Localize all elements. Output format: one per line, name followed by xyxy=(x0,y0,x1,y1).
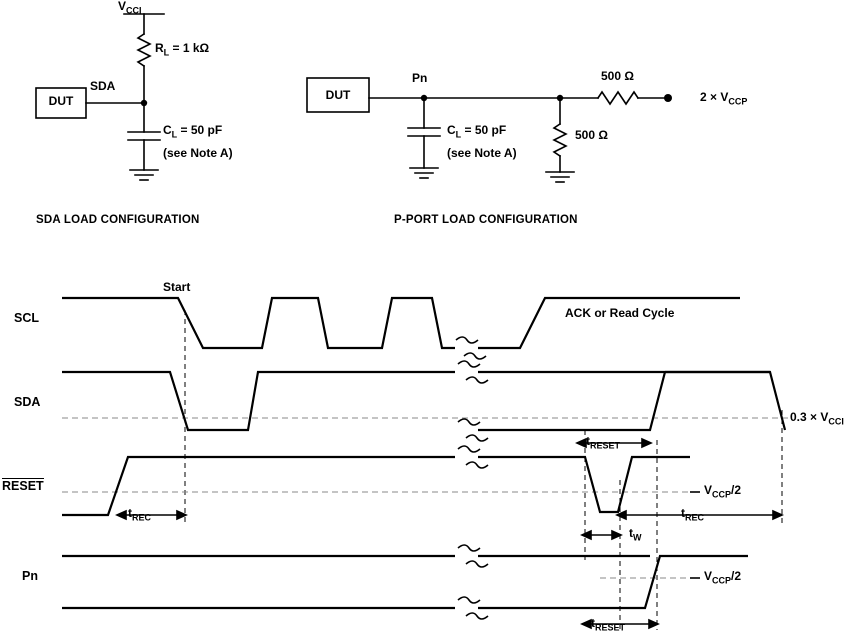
label-resistor-500-series: 500 Ω xyxy=(601,69,634,83)
arrowhead-left-t-w xyxy=(582,531,591,539)
resistor-500-series-symbol xyxy=(598,92,638,104)
label-dut-sda: DUT xyxy=(48,94,74,108)
arrowhead-right-t-rec-2 xyxy=(773,511,782,519)
annotation-t-rec-right: $t_{REC}$ xyxy=(681,506,705,523)
annotation-t-reset-lower: $t_{RESET}$ xyxy=(591,616,626,633)
signal-label-pn: Pn xyxy=(22,569,38,583)
source-terminal-dot xyxy=(664,94,672,102)
signal-label-scl: SCL xyxy=(14,311,39,325)
annotation-ack-or-read-cycle: ACK or Read Cycle xyxy=(565,306,675,320)
waveform-reset xyxy=(62,457,690,515)
label-note-a-sda: (see Note A) xyxy=(163,146,233,160)
signal-label-reset: RESET xyxy=(2,479,44,493)
label-sda-node: SDA xyxy=(90,79,116,93)
label-cap-cl-sda: $C_L = 50$ pF xyxy=(163,123,223,140)
label-note-a-pport: (see Note A) xyxy=(447,146,517,160)
threshold-lines xyxy=(62,418,790,578)
waveform-sda xyxy=(62,372,785,430)
label-source-2vccp: $2 \times V_{CCP}$ xyxy=(700,90,748,107)
timing-diagram xyxy=(62,298,790,630)
annotation-t-reset-upper: $t_{RESET}$ xyxy=(586,434,621,451)
label-dut-pport: DUT xyxy=(325,88,351,102)
label-resistor-rl: $R_L = 1$ kΩ xyxy=(155,41,210,58)
annotation-sda-threshold: $0.3 \times V_{CCI}$ xyxy=(790,410,844,427)
arrowhead-left-t-rec-1 xyxy=(117,511,126,519)
annotation-t-w: $t_W$ xyxy=(629,526,642,543)
caption-pport-load-configuration: P-PORT LOAD CONFIGURATION xyxy=(394,214,578,226)
annotation-t-rec-left: $t_{REC}$ xyxy=(128,506,152,523)
arrowhead-left-t-reset-1 xyxy=(577,439,586,447)
annotation-start: Start xyxy=(163,280,191,294)
resistor-500-shunt-symbol xyxy=(554,124,566,156)
break-marks xyxy=(456,337,488,619)
measurement-arrows xyxy=(117,439,782,628)
label-resistor-500-shunt: 500 Ω xyxy=(575,128,608,142)
caption-sda-load-configuration: SDA LOAD CONFIGURATION xyxy=(36,214,200,226)
arrowhead-left-t-reset-2 xyxy=(582,620,591,628)
annotation-pn-threshold: $V_{CCP}/2$ xyxy=(704,569,742,586)
waveform-pn xyxy=(62,556,748,608)
signal-label-sda: SDA xyxy=(14,395,41,409)
annotation-reset-threshold: $V_{CCP}/2$ xyxy=(704,483,742,500)
resistor-rl-symbol xyxy=(138,34,150,66)
label-cap-cl-pport: $C_L = 50$ pF xyxy=(447,123,507,140)
label-pn-node: Pn xyxy=(412,71,428,85)
arrowhead-right-t-reset-1 xyxy=(642,439,651,447)
label-vcci: $V_{CCI}$ xyxy=(118,0,142,16)
